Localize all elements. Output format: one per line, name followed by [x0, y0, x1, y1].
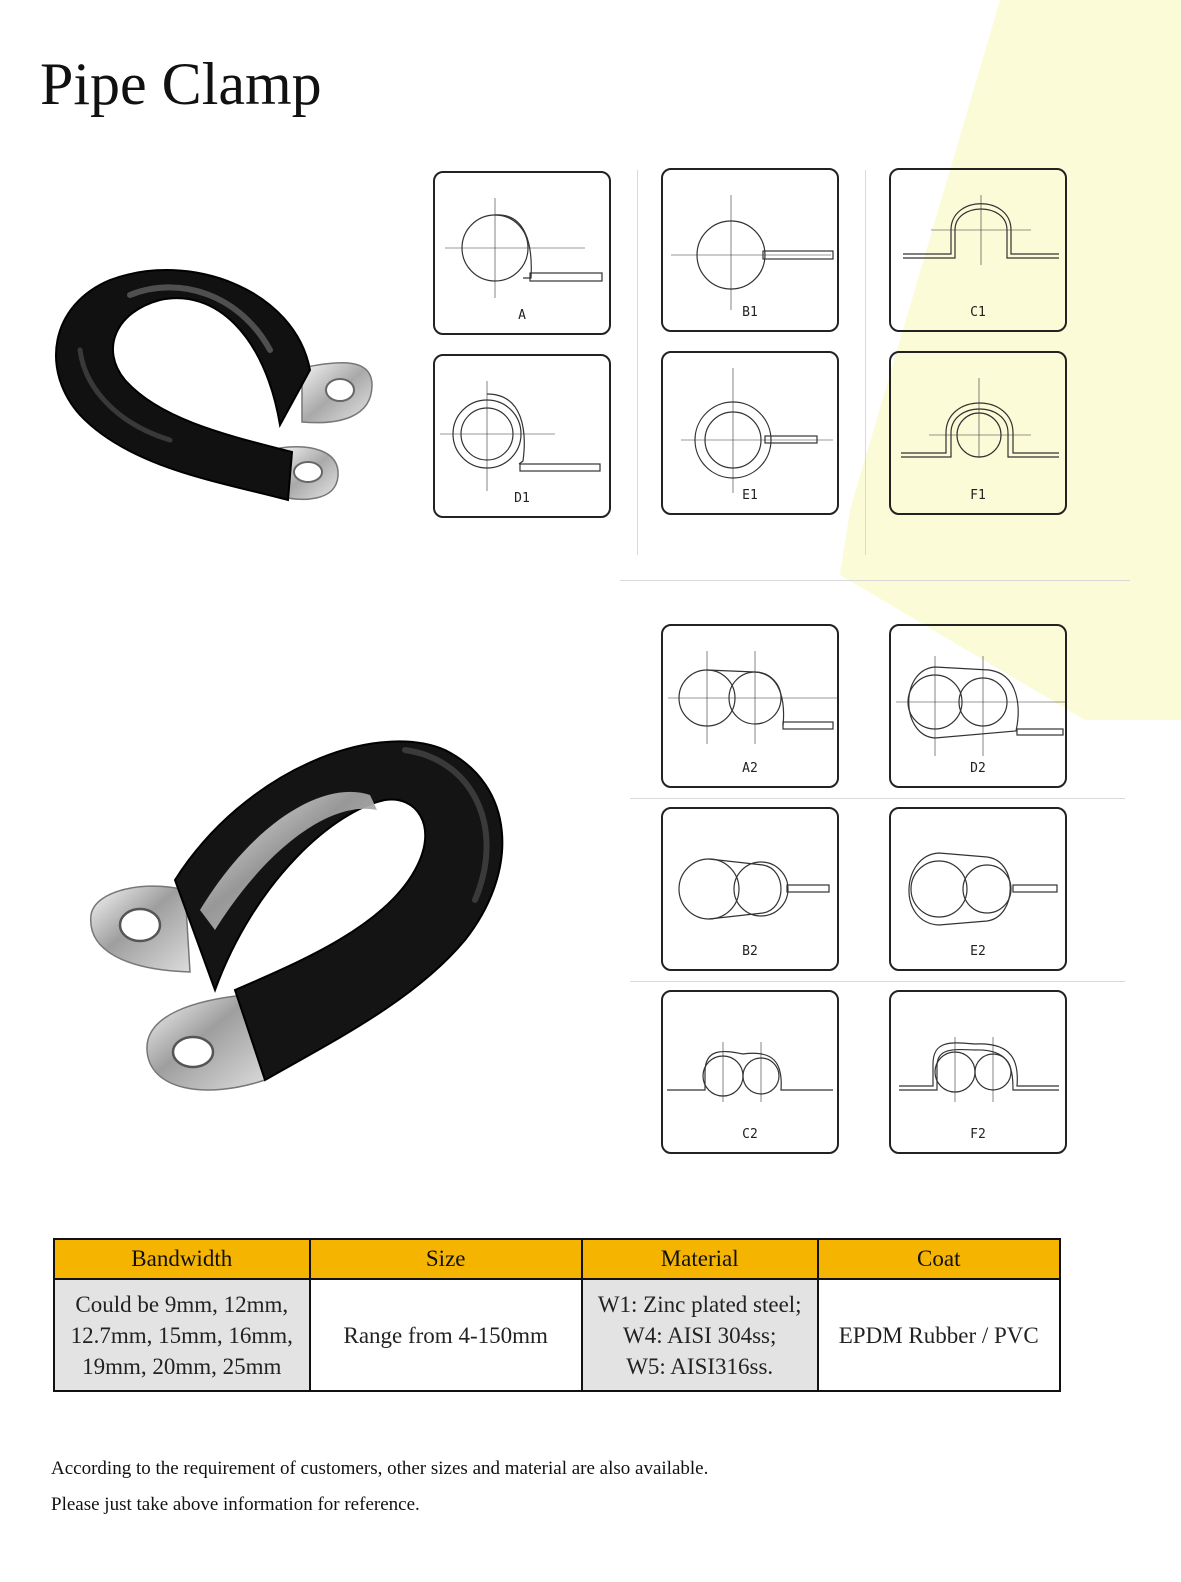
diagram-label: B2: [742, 944, 758, 959]
table-header-row: [54, 1239, 1060, 1279]
diagram-card-c1: [889, 168, 1067, 332]
material-line: W4: AISI 304ss;: [623, 1322, 777, 1348]
divider-line: [637, 170, 638, 555]
bandwidth-cell: [54, 1279, 310, 1391]
diagram-label: B1: [742, 305, 758, 320]
material-line: W1: Zinc plated steel;: [597, 1291, 802, 1317]
header-size: Size: [310, 1239, 582, 1279]
note-availability: According to the requirement of customers, other sizes and material are also available.: [51, 1458, 709, 1479]
diagram-label: A: [518, 308, 526, 323]
size-cell: Range from 4-150mm: [310, 1279, 582, 1391]
header-material: Material: [582, 1239, 818, 1279]
header-coat: Coat: [818, 1239, 1061, 1279]
diagram-label: E1: [742, 488, 758, 503]
diagram-card-c2: [661, 990, 839, 1154]
diagram-card-f2: [889, 990, 1067, 1154]
material-cell: [582, 1279, 818, 1391]
diagram-card-e2: [889, 807, 1067, 971]
divider-line: [620, 580, 1130, 581]
note-reference: Please just take above information for reference.: [51, 1494, 420, 1515]
divider-line: [630, 981, 1125, 982]
diagram-card-d1: [433, 354, 611, 518]
material-line: W5: AISI316ss.: [626, 1353, 774, 1379]
diagram-label: F2: [970, 1127, 986, 1142]
diagram-card-a2: [661, 624, 839, 788]
table-row: [54, 1279, 1060, 1391]
diagram-card-a: [433, 171, 611, 335]
diagram-label: E2: [970, 944, 986, 959]
diagram-label: F1: [970, 488, 986, 503]
spec-table: [53, 1238, 1061, 1392]
diagram-label: C1: [970, 305, 986, 320]
rubber-lined-clamp-photo: [85, 710, 535, 1110]
bandwidth-line: Could be 9mm, 12mm,: [75, 1291, 289, 1317]
diagram-label: A2: [742, 761, 758, 776]
coat-cell: EPDM Rubber / PVC: [818, 1279, 1061, 1391]
diagram-card-d2: [889, 624, 1067, 788]
divider-line: [630, 798, 1125, 799]
black-coated-clamp-photo: [40, 240, 380, 520]
bandwidth-line: 19mm, 20mm, 25mm: [82, 1353, 282, 1379]
divider-line: [865, 170, 866, 555]
diagram-card-f1: [889, 351, 1067, 515]
page-title: Pipe Clamp: [40, 51, 322, 117]
header-bandwidth: Bandwidth: [54, 1239, 310, 1279]
bandwidth-line: 12.7mm, 15mm, 16mm,: [70, 1322, 293, 1348]
diagram-label: D1: [514, 491, 530, 506]
diagram-card-e1: [661, 351, 839, 515]
diagram-card-b1: [661, 168, 839, 332]
diagram-card-b2: [661, 807, 839, 971]
diagram-label: C2: [742, 1127, 758, 1142]
diagram-label: D2: [970, 761, 986, 776]
